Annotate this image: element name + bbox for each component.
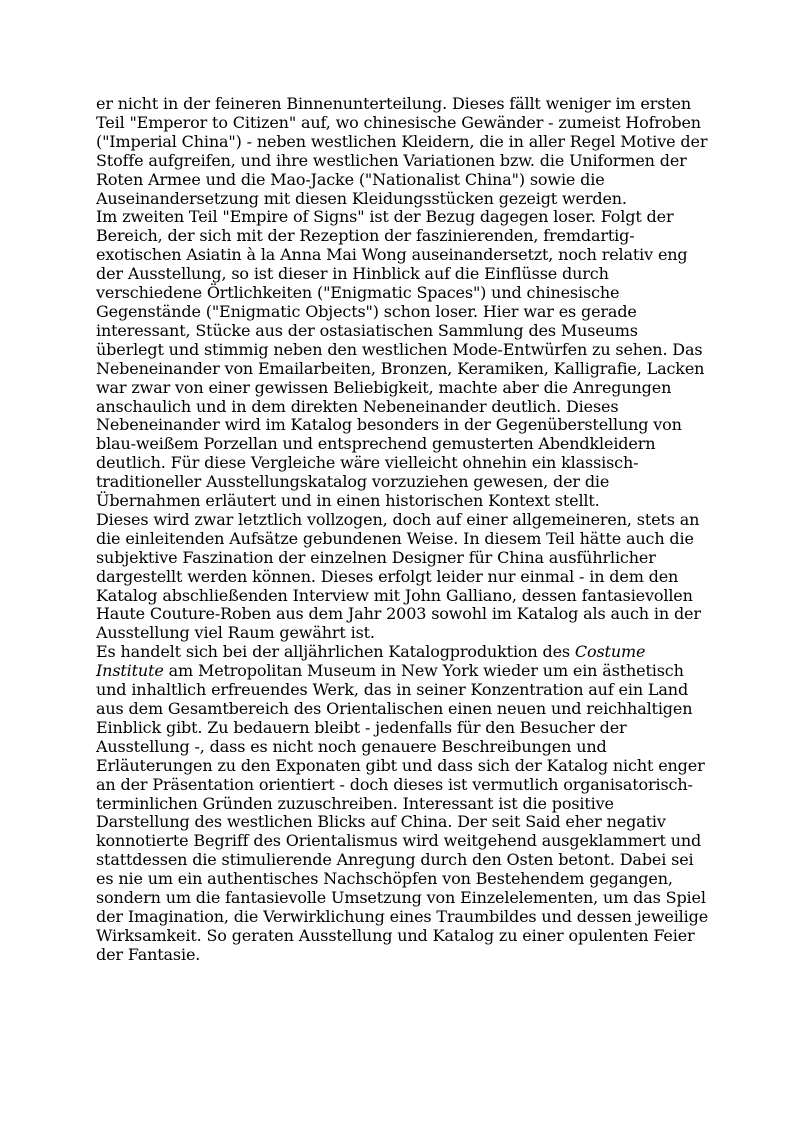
paragraph-3-text: Dieses wird zwar letztlich vollzogen, doch auf einer allgemeineren, stets an die einleitenden Aufsätze gebundenen Weise. In diesem Teil hätte auch die subjektive Faszination der einzelnen Designer für China ausführlicher dargestellt werden können. Dieses erfolgt leider nur einmal - in dem den Katalog abschließenden Interview mit John Galliano, dessen fantasievollen Haute Couture-Roben aus dem Jahr 2003 sowohl im Katalog als auch in der Ausstellung viel Raum gewährt ist. (96, 509, 701, 643)
paragraph-1-text: er nicht in der feineren Binnenunterteilung. Dieses fällt weniger im ersten Teil "Emperor to Citizen" auf, wo chinesische Gewänder - zumeist Hofroben ("Imperial China") - neben westlichen Kleidern, die in aller Regel Motive der Stoffe aufgreifen, und ihre westlichen Variationen bzw. die Uniformen der Roten Armee und die Mao-Jacke ("Nationalist China") sowie die Auseinandersetzung mit diesen Kleidungsstücken gezeigt werden. (96, 94, 708, 208)
institute-name-italic: Costume Institute (96, 642, 646, 681)
paragraph-2-text: Im zweiten Teil "Empire of Signs" ist der Bezug dagegen loser. Folgt der Bereich, der sich mit der Rezeption der faszinierenden, fremdartig-exotischen Asiatin à la Anna Mai Wong auseinandersetzt, noch relativ eng der Ausstellung, so ist dieser in Hinblick auf die Einflüsse durch verschiedene Örtlichkeiten ("Enigmatic Spaces") und chinesische Gegenstände ("Enigmatic Objects") schon loser. Hier war es gerade interessant, Stücke aus der ostasiatischen Sammlung des Museums überlegt und stimmig neben den westlichen Mode-Entwürfen zu sehen. Das Nebeneinander von Emailarbeiten, Bronzen, Keramiken, Kalligrafie, Lacken war zwar von einer gewissen Beliebigkeit, machte aber die Anregungen anschaulich und in dem direkten Nebeneinander deutlich. Dieses Nebeneinander wird im Katalog besonders in der Gegenüberstellung von blau-weißem Porzellan und entsprechend gemusterten Abendkleidern deutlich. Für diese Vergleiche wäre vielleicht ohnehin ein klassisch-traditioneller Ausstellungskatalog vorzuziehen gewesen, der die Übernahmen erläutert und in einen historischen Kontext stellt. (96, 207, 705, 511)
paragraph-1 (96, 95, 708, 208)
paragraph-2 (96, 208, 708, 511)
paragraph-4-text-before: Es handelt sich bei der alljährlichen Katalogproduktion des (96, 642, 575, 662)
document-page (96, 95, 708, 965)
paragraph-4-text-after: am Metropolitan Museum in New York wieder um ein ästhetisch und inhaltlich erfreuendes Werk, das in seiner Konzentration auf ein Land aus dem Gesamtbereich des Orientalischen einen neuen und reichhaltigen Einblick gibt. Zu bedauern bleibt - jedenfalls für den Besucher der Ausstellung -, dass es nicht noch genauere Beschreibungen und Erläuterungen zu den Exponaten gibt und dass sich der Katalog nicht enger an der Präsentation orientiert - doch dieses ist vermutlich organisatorisch-terminlichen Gründen zuzuschreiben. Interessant ist die positive Darstellung des westlichen Blicks auf China. Der seit Said eher negativ konnotierte Begriff des Orientalismus wird weitgehend ausgeklammert und stattdessen die stimulierende Anregung durch den Osten betont. Dabei sei es nie um ein authentisches Nachschöpfen von Bestehendem gegangen, sondern um die fantasievolle Umsetzung von Einzelelementen, um das Spiel der Imagination, die Verwirklichung eines Traumbildes und dessen jeweilige Wirksamkeit. So geraten Ausstellung und Katalog zu einer opulenten Feier der Fantasie. (96, 661, 709, 964)
paragraph-3 (96, 511, 708, 643)
paragraph-4 (96, 643, 708, 964)
